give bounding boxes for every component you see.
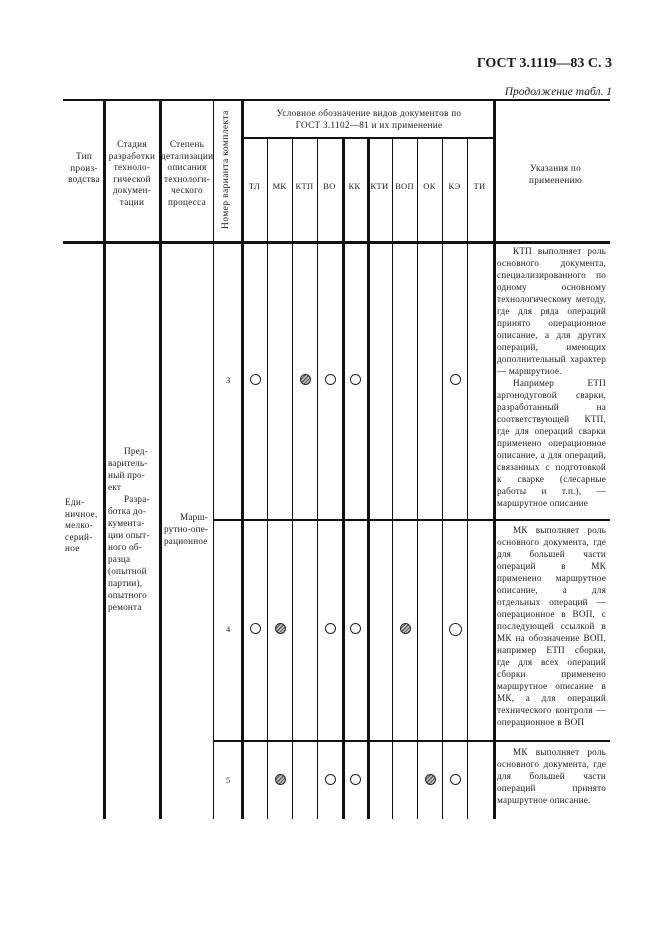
hatched-circle-icon xyxy=(300,374,311,385)
row-3-instructions xyxy=(497,245,606,509)
hatched-circle-icon xyxy=(275,623,286,634)
open-circle-icon xyxy=(449,623,462,636)
development-stage-2: Разра-ботка до-кумента-ции опыт-ного об-разца (опытной партии), опытного ремонта xyxy=(108,494,150,612)
open-circle-icon xyxy=(250,623,261,634)
instructions-text-2: Например ЕТП аргонодуговой сварки, разработанный на соответствующей КТП, где для операций сварки применено операционное описание, а для операций, связанных с подготовкой к сварке (слесарные работы и т.п.), — маршрутное описание xyxy=(497,378,606,508)
open-circle-icon xyxy=(450,774,461,785)
open-circle-icon xyxy=(350,774,361,785)
header-doc-type-7: ОК xyxy=(423,181,436,191)
open-circle-icon xyxy=(350,623,361,634)
hatched-circle-icon xyxy=(400,623,411,634)
col-border xyxy=(442,137,443,819)
detail-degree-text: Марш-рутно-опе-рационное xyxy=(164,512,209,546)
header-instructions: Указания по применению xyxy=(528,163,582,185)
row-number-4: 4 xyxy=(226,624,231,634)
open-circle-icon xyxy=(250,374,261,385)
header-doc-type-1: МК xyxy=(272,181,287,191)
col-border xyxy=(213,99,214,819)
row-number-3: 3 xyxy=(226,375,231,385)
header-doc-type-2: КТП xyxy=(295,181,314,191)
row-4-instructions: МК выполняет роль основного документа, где для большей части операций в МК применено маршрутное описание, а для отдельных операций — операционное в ВОП, с последующей ссылкой в МК на обозначение ВОП, например ЕТП сборки, где для всех операций сборки применено маршрутное описание в МК, а для операций технического контроля — операционное в ВОП xyxy=(497,525,606,727)
open-circle-icon xyxy=(325,374,336,385)
col-border xyxy=(267,137,268,819)
row-5-instructions: МК выполняет роль основного документа, где для большей части операций принято маршрутное описание. xyxy=(497,747,606,805)
instructions-text: КТП выполняет роль основного документа, специализированного по одному основному технологическому методу, где для ряда операций принято операционное описание, а для других операций, имеющих дополнительный характер — маршрутное. xyxy=(497,246,606,376)
col-border xyxy=(317,137,318,819)
header-set-number: Номер варианта комплекта xyxy=(221,110,231,230)
hatched-circle-icon xyxy=(425,774,436,785)
row-divider-4-5 xyxy=(213,740,610,742)
hatched-circle-icon xyxy=(275,774,286,785)
header-production-type: Тип произ-водства xyxy=(68,151,100,185)
col-border xyxy=(417,137,418,819)
header-doc-type-8: КЭ xyxy=(448,181,461,191)
header-doc-type-9: ТИ xyxy=(473,181,486,191)
group-production-type xyxy=(65,497,101,555)
header-development-stage: Стадия разработки техноло-гической докумен-тации xyxy=(108,139,156,207)
col-border xyxy=(493,99,496,819)
row-divider-3-4 xyxy=(213,519,610,521)
header-doc-type-4: КК xyxy=(348,181,361,191)
table-continuation-label: Продолжение табл. 1 xyxy=(504,86,612,98)
development-stage-1: Пред-варитель-ный про-ект xyxy=(108,446,148,492)
open-circle-icon xyxy=(450,374,461,385)
production-type-text: Еди-ничное, мелко-серий-ное xyxy=(65,497,98,554)
col-border xyxy=(467,137,468,819)
open-circle-icon xyxy=(325,774,336,785)
col-border xyxy=(241,99,244,819)
col-border xyxy=(292,137,293,819)
col-border xyxy=(367,137,370,819)
header-bottom-border xyxy=(63,241,610,244)
group-detail-degree xyxy=(164,511,211,547)
col-border xyxy=(342,137,345,819)
header-doc-type-0: ТЛ xyxy=(248,181,261,191)
group-development-stage xyxy=(108,445,157,613)
header-detail-degree: Степень детализации описания технологи-ческого процесса xyxy=(161,139,214,207)
header-doc-group: Условное обозначение видов документов по ГОСТ 3.1102—81 и их применение xyxy=(276,108,462,130)
table-top-border xyxy=(63,99,610,101)
col-border xyxy=(392,137,393,819)
header-doc-type-6: ВОП xyxy=(395,181,414,191)
open-circle-icon xyxy=(350,374,361,385)
header-doc-type-3: ВО xyxy=(323,181,336,191)
header-doc-type-5: КТИ xyxy=(370,181,389,191)
page-header-title: ГОСТ 3.1119—83 С. 3 xyxy=(476,56,612,71)
row-number-5: 5 xyxy=(226,775,231,785)
document-types-table xyxy=(63,99,610,819)
open-circle-icon xyxy=(325,623,336,634)
